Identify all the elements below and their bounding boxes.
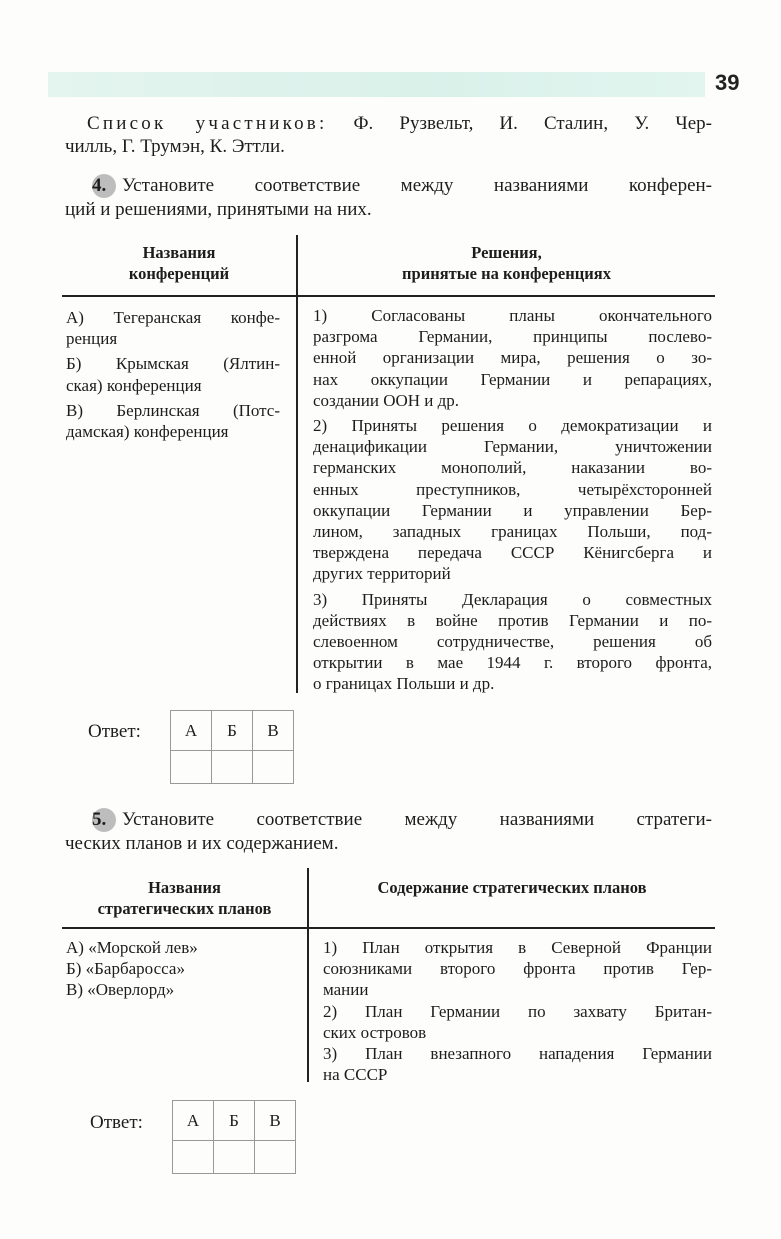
task-line: ческих планов и их содержанием. [65, 833, 339, 854]
header-line: стратегических планов [97, 899, 272, 918]
line: тверждена передача СССР Кёнигсберга и [313, 543, 712, 563]
answer-column-b: Б [212, 711, 253, 751]
answer-cell-a[interactable] [173, 1141, 214, 1174]
line: 3) План внезапного нападения Германии [323, 1044, 712, 1064]
line: денацификации Германии, уничтожении [313, 437, 712, 457]
line: 1) Согласованы планы окончательного [313, 306, 712, 325]
answer-cell-b[interactable] [212, 751, 253, 784]
task-5-prompt [65, 808, 712, 855]
line: А) Тегеранская конфе- [66, 308, 280, 327]
column-header-decisions [298, 242, 715, 284]
task-line [65, 808, 712, 832]
participants-list [65, 112, 712, 158]
line: Б) Крымская (Ялтин- [66, 354, 280, 374]
line: открытии в мае 1944 г. второго фронта, [313, 653, 712, 673]
line: ских островов [323, 1022, 427, 1042]
line: нах оккупации Германии и репарациях, [313, 369, 712, 389]
column-header-plan-names [62, 877, 307, 919]
line: мании [323, 980, 369, 1000]
list-item: Б) «Барбаросса» [66, 959, 185, 979]
header-band [48, 72, 705, 97]
column-header-plan-content [309, 877, 715, 898]
answer-cell-v[interactable] [255, 1141, 296, 1174]
line: союзниками второго фронта против Гер- [323, 959, 712, 979]
header-line: конференций [128, 264, 230, 283]
answer-cell-v[interactable] [253, 751, 294, 784]
line: ренция [66, 329, 118, 349]
line: 2) Приняты решения о демократизации и [313, 416, 712, 436]
header-line: Содержание стратегических планов [377, 878, 647, 897]
line: германских монополий, наказании во- [313, 458, 712, 478]
answer-column-b: Б [214, 1101, 255, 1141]
answer-grid-task-4 [170, 710, 294, 784]
line: дамская) конференция [66, 422, 229, 442]
intro-text: Ф. Рузвельт, И. Сталин, У. Чер- [327, 113, 712, 134]
list-item [313, 589, 712, 695]
task-number-badge: 5. [92, 808, 116, 832]
list-item [313, 305, 712, 411]
column-divider [307, 868, 309, 1082]
line: на СССР [323, 1065, 388, 1085]
answer-label: Ответ: [88, 721, 141, 742]
task-line [65, 174, 712, 198]
task-number-badge: 4. [92, 174, 116, 198]
list-item: А) «Морской лев» [66, 938, 198, 957]
line: создании ООН и др. [313, 390, 460, 410]
list-item [313, 415, 712, 585]
list-item [66, 400, 280, 442]
line: енных преступников, четырёхсторонней [313, 479, 712, 499]
line: 1) План открытия в Северной Франции [323, 938, 712, 957]
line: оккупации Германии и управлении Бер- [313, 500, 712, 520]
list-item: В) «Оверлорд» [66, 980, 175, 1000]
decision-list [313, 305, 712, 699]
line: действиях в войне против Германии и по- [313, 610, 712, 630]
answer-column-a: А [173, 1101, 214, 1141]
task-4-prompt [65, 174, 712, 221]
line: 2) План Германии по захвату Британ- [323, 1001, 712, 1021]
line: о границах Польши и др. [313, 674, 495, 694]
column-header-conferences [62, 242, 296, 284]
line: енной организации мира, решения о зо- [313, 348, 712, 368]
answer-cell-b[interactable] [214, 1141, 255, 1174]
plan-list [66, 937, 296, 1001]
plan-content-list [323, 937, 712, 1085]
answer-cell-a[interactable] [171, 751, 212, 784]
task-text: Установите соответствие между названиями стратеги- [122, 809, 712, 830]
line: лином, западных границах Польши, под- [313, 522, 712, 542]
table-divider [62, 927, 715, 929]
line: разгрома Германии, принципы послево- [313, 327, 712, 347]
column-divider [296, 235, 298, 693]
header-line: принятые на конференциях [402, 264, 611, 283]
answer-column-a: А [171, 711, 212, 751]
line: ская) конференция [66, 375, 202, 395]
answer-column-v: В [255, 1101, 296, 1141]
header-line: Названия [148, 878, 221, 897]
list-item [66, 307, 280, 349]
conference-list [66, 307, 280, 446]
answer-grid-task-5 [172, 1100, 296, 1174]
answer-label: Ответ: [90, 1112, 143, 1133]
intro-line: чилль, Г. Трумэн, К. Эттли. [65, 136, 285, 157]
line: других территорий [313, 564, 451, 584]
answer-column-v: В [253, 711, 294, 751]
line: 3) Приняты Декларация о совместных [313, 589, 712, 609]
header-line: Названия [142, 243, 216, 262]
task-text: Установите соответствие между названиями конферен- [122, 175, 712, 196]
participants-label: Список участников: [87, 113, 328, 134]
line: слевоенном сотрудничестве, решения об [313, 632, 712, 652]
task-line: ций и решениями, принятыми на них. [65, 199, 372, 220]
table-divider [62, 295, 715, 297]
header-line: Решения, [471, 243, 542, 262]
intro-line [65, 112, 712, 135]
line: В) Берлинская (Потс- [66, 400, 280, 420]
page-number: 39 [715, 70, 740, 95]
list-item [66, 353, 280, 395]
